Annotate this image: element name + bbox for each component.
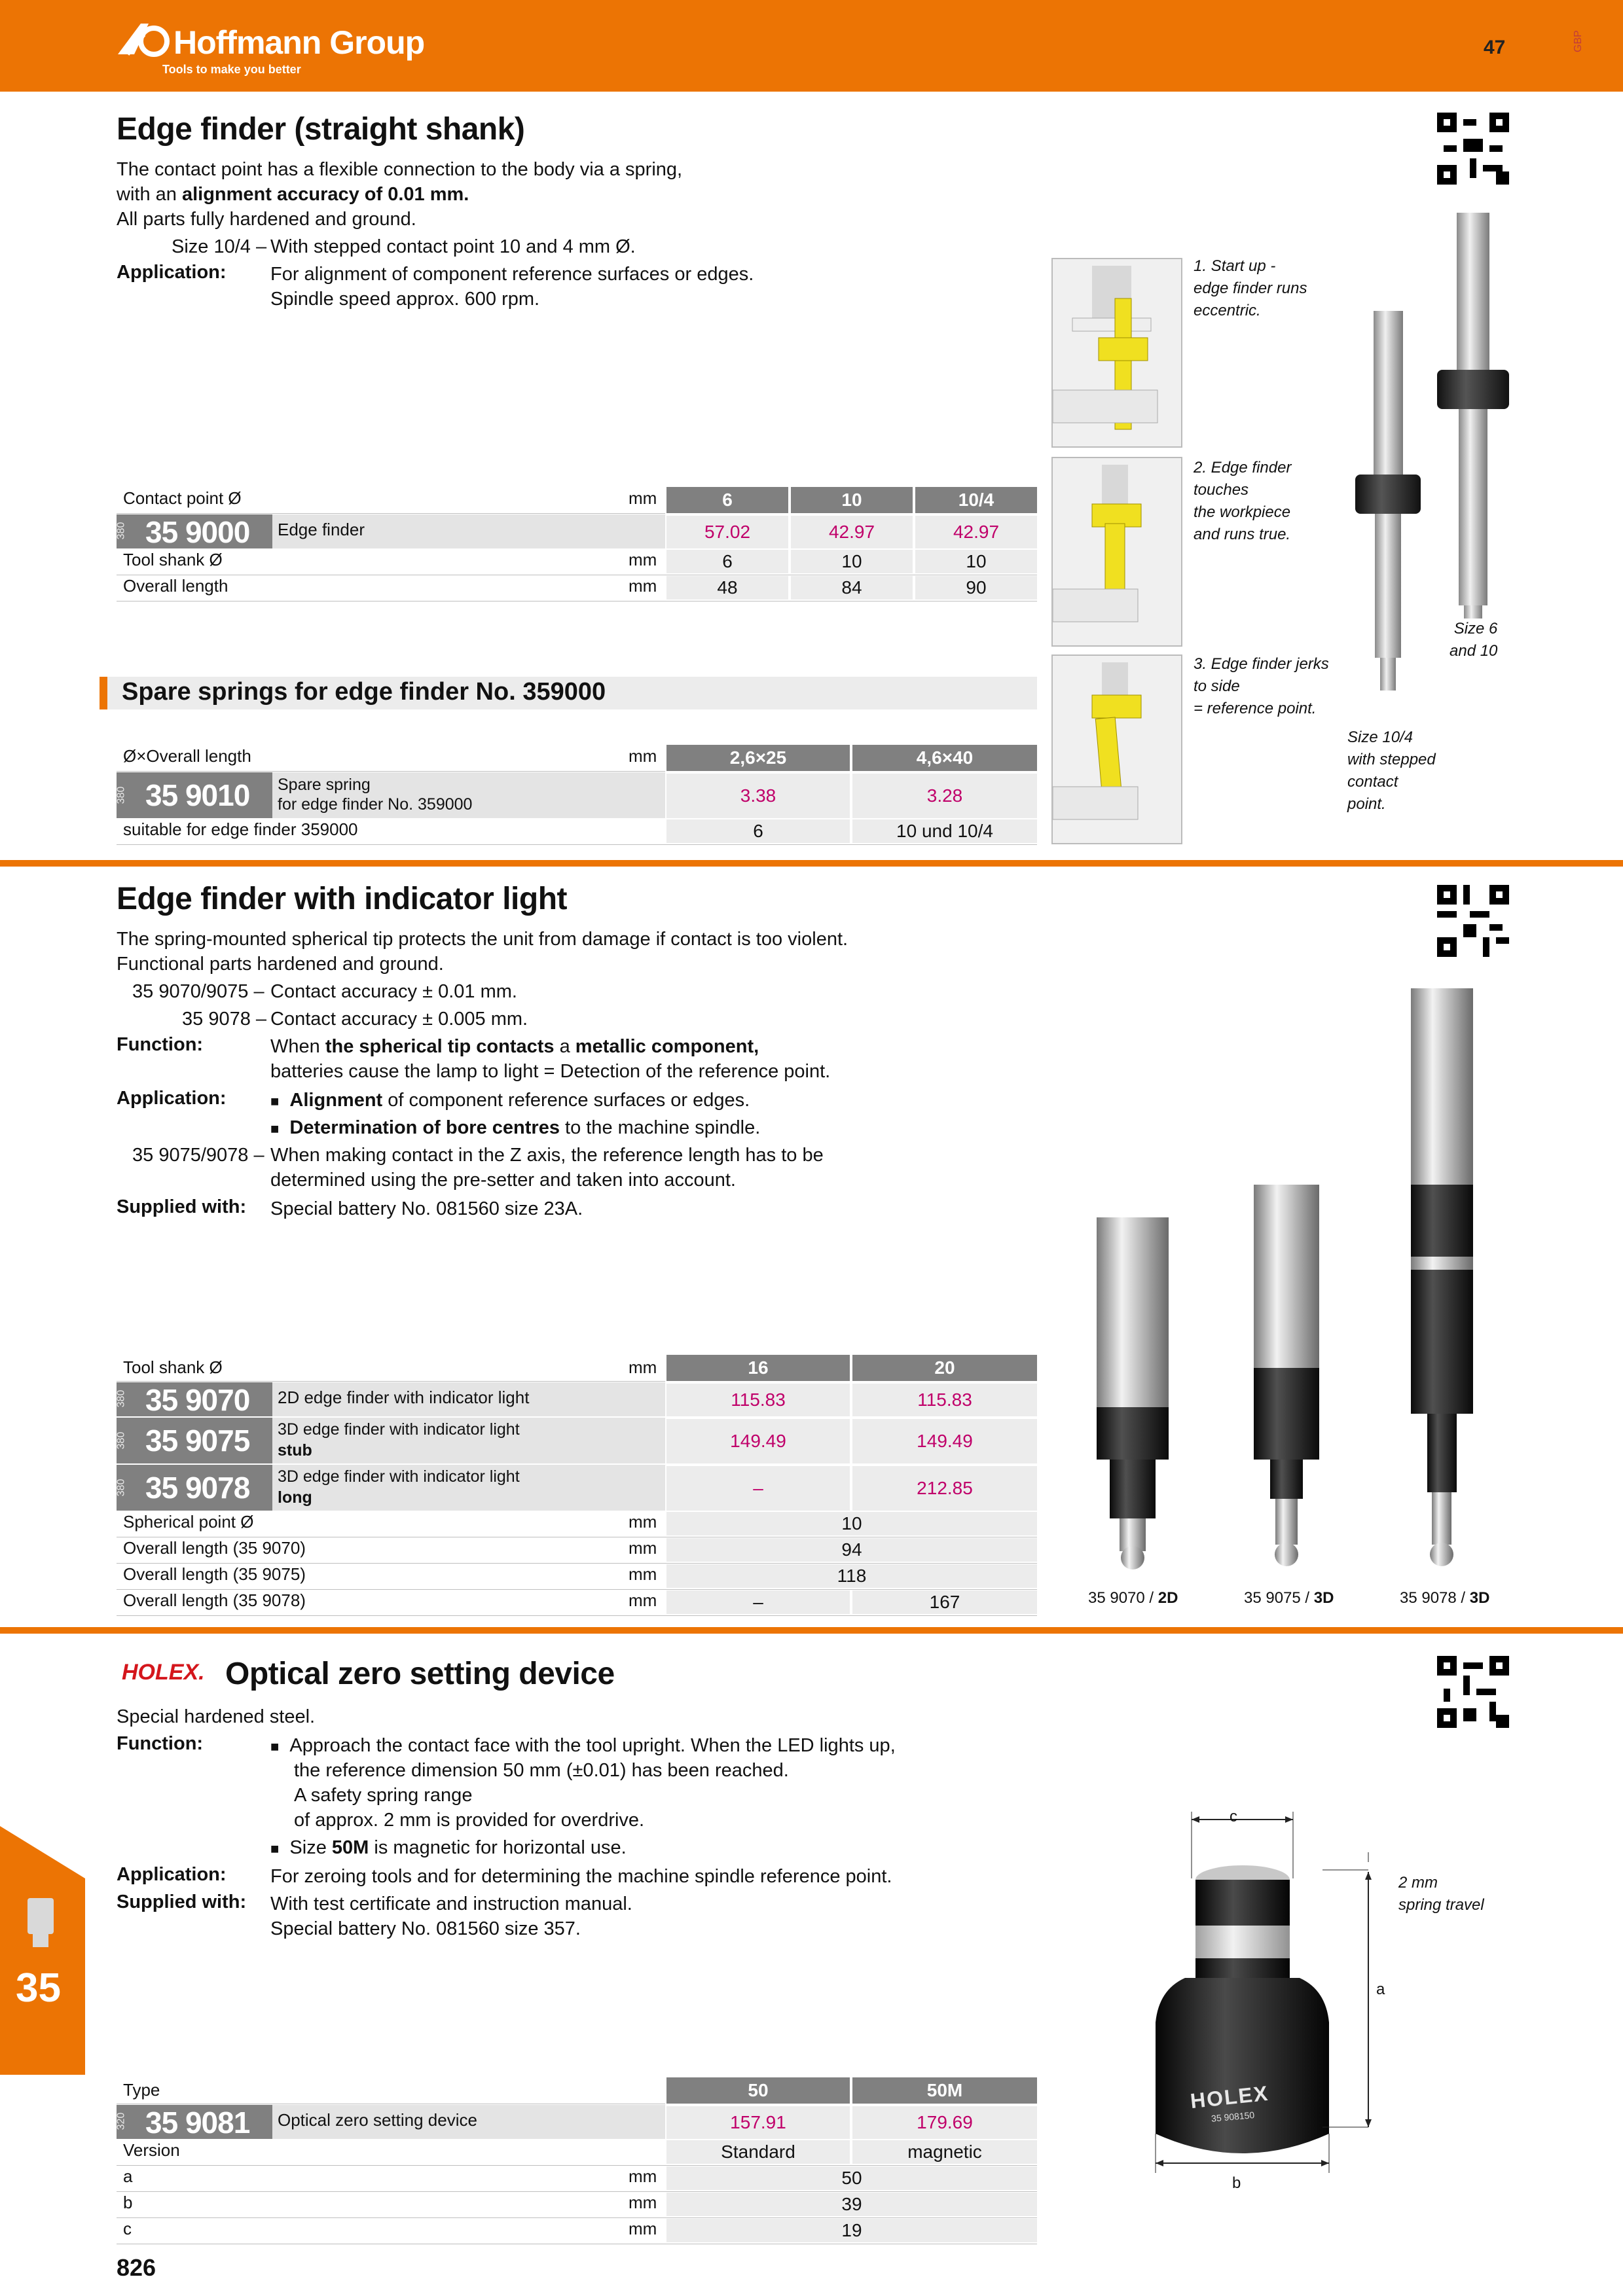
section-marker	[100, 677, 107, 709]
value-cell: 6	[666, 550, 788, 573]
value-cell: 10	[666, 1512, 1037, 1535]
z-axis-text2: determined using the pre-setter and taken into account.	[270, 1170, 736, 1191]
value-cell: 84	[791, 576, 913, 600]
device-brand-text: HOLEX	[1189, 2081, 1270, 2113]
accuracy1-label: 35 9070/9075 –	[132, 981, 264, 1002]
application-text: For zeroing tools and for determining the machine spindle reference point.	[270, 1866, 892, 1887]
catalog-page-number: 47	[1484, 37, 1506, 58]
price-cell: 3.38	[666, 774, 850, 818]
chapter-tab[interactable]	[0, 1826, 85, 2075]
row-label: Tool shank Ø	[123, 550, 223, 569]
value-cell: 118	[666, 1564, 1037, 1588]
section1-desc1: The contact point has a flexible connection to the body via a spring,	[117, 159, 683, 180]
row-label: Spherical point Ø	[123, 1512, 254, 1532]
divider	[117, 1563, 1037, 1564]
holex-brand-logo: HOLEX.	[122, 1660, 205, 1685]
value-cell: 10	[791, 550, 913, 573]
function-text1: When the spherical tip contacts a metallic component,	[270, 1036, 759, 1057]
size-10-4-caption: Size 10/4 with stepped contact point.	[1347, 728, 1436, 813]
spring-description: Spare spring for edge finder No. 359000	[278, 776, 473, 814]
size-6-10-caption: Size 6 and 10	[1450, 620, 1498, 660]
value-cell: 10 und 10/4	[852, 819, 1037, 843]
value-cell: –	[666, 1590, 850, 1614]
table3-header-label: Type	[123, 2080, 160, 2100]
row-unit: mm	[629, 2219, 657, 2238]
value-cell: 50	[666, 2166, 1037, 2190]
dimension-b-label: b	[1232, 2174, 1241, 2192]
divider	[117, 1589, 1037, 1590]
device-article-text: 35 908150	[1211, 2109, 1255, 2124]
application-label: Application:	[117, 1864, 227, 1885]
divider	[117, 1615, 1037, 1616]
col-header: 10	[791, 487, 913, 513]
col-header: 6	[666, 487, 788, 513]
article-description: 3D edge finder with indicator light stub	[278, 1420, 520, 1460]
footer-page-number: 826	[117, 2254, 156, 2281]
col-header: 10/4	[915, 487, 1037, 513]
price-cell: 42.97	[791, 516, 913, 548]
dimension-a-label: a	[1376, 1981, 1385, 1998]
col-header: 2,6×25	[666, 745, 850, 771]
row-unit: mm	[629, 2166, 657, 2186]
application-label: Application:	[117, 1088, 227, 1109]
value-cell: 19	[666, 2219, 1037, 2242]
supplied-label: Supplied with:	[117, 1196, 247, 1217]
table1-header-label: Contact point Ø	[123, 488, 242, 508]
product-caption-9070: 35 9070 / 2D	[1088, 1589, 1178, 1607]
step2-caption: 2. Edge finder touches the workpiece and runs true.	[1194, 459, 1292, 543]
col-header: 4,6×40	[852, 745, 1037, 771]
size-label: Size 10/4 –	[172, 236, 267, 257]
function-item1-cont: A safety spring range	[294, 1785, 473, 1806]
article-description: Edge finder	[278, 520, 365, 539]
qr-code-icon[interactable]	[1437, 113, 1509, 185]
application-item1: ■ Alignment of component reference surfaces or edges.	[270, 1090, 750, 1111]
row-unit: mm	[629, 2193, 657, 2212]
application-label: Application:	[117, 262, 227, 283]
qr-code-icon[interactable]	[1437, 885, 1509, 957]
divider	[117, 1381, 665, 1382]
row-unit: mm	[629, 550, 657, 569]
col-header: 50M	[852, 2077, 1037, 2104]
z-axis-label: 35 9075/9078 –	[132, 1145, 264, 1166]
divider	[117, 771, 665, 772]
value-cell: 39	[666, 2193, 1037, 2216]
divider	[117, 2217, 1037, 2218]
price-cell: 157.91	[666, 2106, 850, 2139]
table2-header-label: Tool shank Ø	[123, 1357, 223, 1377]
spare-springs-title: Spare springs for edge finder No. 359000	[122, 678, 606, 706]
section2-desc2: Functional parts hardened and ground.	[117, 954, 444, 975]
col-header: 50	[666, 2077, 850, 2104]
value-cell: 48	[666, 576, 788, 600]
hoffmann-logo-icon	[115, 18, 173, 59]
row-unit: mm	[629, 576, 657, 596]
row-label: a	[123, 2166, 133, 2186]
row-label: Overall length	[123, 576, 228, 596]
value-cell: 94	[666, 1538, 1037, 1562]
supplied-text2: Special battery No. 081560 size 357.	[270, 1918, 581, 1939]
table1-header-unit: mm	[629, 488, 657, 508]
product-caption-9075: 35 9075 / 3D	[1244, 1589, 1334, 1607]
section1-title: Edge finder (straight shank)	[117, 112, 525, 147]
chapter-number: 35	[16, 1965, 61, 2011]
z-axis-text1: When making contact in the Z axis, the reference length has to be	[270, 1145, 824, 1166]
function-item2: ■ Size 50M is magnetic for horizontal use.	[270, 1837, 627, 1858]
function-item1-cont: of approx. 2 mm is provided for overdrive.	[294, 1810, 645, 1831]
value-cell: magnetic	[852, 2140, 1037, 2164]
article-number-box[interactable]: 380 35 9000	[117, 514, 272, 548]
step2-illustration	[1051, 457, 1182, 647]
qr-code-icon[interactable]	[1437, 1656, 1509, 1728]
accuracy1-text: Contact accuracy ± 0.01 mm.	[270, 981, 517, 1002]
section3-title: Optical zero setting device	[225, 1657, 615, 1691]
row-label: Overall length (35 9078)	[123, 1590, 306, 1610]
row-unit: mm	[629, 1538, 657, 1558]
col-header: 20	[852, 1355, 1037, 1381]
dimension-c-label: c	[1230, 1808, 1237, 1825]
table2-header-unit: mm	[629, 1357, 657, 1377]
application-text2: Spindle speed approx. 600 rpm.	[270, 289, 540, 310]
value-cell: 167	[852, 1590, 1037, 1614]
divider	[117, 844, 1037, 845]
step3-illustration	[1051, 655, 1182, 844]
price-cell: 149.49	[666, 1419, 850, 1463]
article-number-box[interactable]: 380 35 9078	[117, 1465, 272, 1511]
article-number-box[interactable]: 380 35 9075	[117, 1418, 272, 1463]
price-cell: –	[666, 1466, 850, 1511]
spring-travel-label: 2 mm spring travel	[1398, 1874, 1484, 1914]
divider	[117, 513, 665, 514]
function-text2: batteries cause the lamp to light = Detection of the reference point.	[270, 1061, 831, 1082]
section1-desc3: All parts fully hardened and ground.	[117, 209, 416, 230]
function-label: Function:	[117, 1733, 204, 1754]
supplied-text: Special battery No. 081560 size 23A.	[270, 1198, 583, 1219]
article-description: 2D edge finder with indicator light	[278, 1388, 530, 1407]
value-cell: 6	[666, 819, 850, 843]
section3-desc1: Special hardened steel.	[117, 1706, 316, 1727]
brand-name: Hoffmann Group	[173, 24, 425, 61]
price-cell: 149.49	[852, 1419, 1037, 1463]
price-cell: 212.85	[852, 1466, 1037, 1511]
accuracy2-label: 35 9078 –	[182, 1009, 267, 1030]
price-cell: 115.83	[666, 1384, 850, 1416]
row-label: Version	[123, 2140, 180, 2160]
row-label: suitable for edge finder 359000	[123, 819, 358, 839]
accuracy2-text: Contact accuracy ± 0.005 mm.	[270, 1009, 528, 1030]
row-label: c	[123, 2219, 132, 2238]
step3-caption: 3. Edge finder jerks to side = reference point.	[1194, 655, 1329, 717]
price-cell: 42.97	[915, 516, 1037, 548]
price-cell: 57.02	[666, 516, 788, 548]
row-label: b	[123, 2193, 133, 2212]
application-item2: ■ Determination of bore centres to the machine spindle.	[270, 1117, 761, 1138]
language-code: GBP	[1573, 30, 1584, 52]
function-item1-cont: the reference dimension 50 mm (±0.01) has been reached.	[294, 1760, 789, 1781]
indicator-edge-finders-image	[1087, 982, 1493, 1577]
step1-illustration	[1051, 258, 1182, 448]
value-cell: 10	[915, 550, 1037, 573]
price-cell: 115.83	[852, 1384, 1037, 1416]
section2-title: Edge finder with indicator light	[117, 882, 567, 916]
article-description: 3D edge finder with indicator light long	[278, 1467, 520, 1507]
application-text1: For alignment of component reference surfaces or edges.	[270, 264, 754, 285]
section2-desc1: The spring-mounted spherical tip protects the unit from damage if contact is too violent.	[117, 929, 848, 950]
section-separator	[0, 860, 1623, 867]
spring-header-unit: mm	[629, 746, 657, 766]
price-cell: 179.69	[852, 2106, 1037, 2139]
row-unit: mm	[629, 1564, 657, 1584]
article-description: Optical zero setting device	[278, 2110, 477, 2130]
price-cell: 3.28	[852, 774, 1037, 818]
brand-tagline: Tools to make you better	[162, 63, 301, 76]
product-caption-9078: 35 9078 / 3D	[1400, 1589, 1490, 1607]
col-header: 16	[666, 1355, 850, 1381]
article-number-box[interactable]: 380 35 9070	[117, 1382, 272, 1416]
supplied-text1: With test certificate and instruction manual.	[270, 1893, 632, 1914]
article-number-box[interactable]: 380 35 9010	[117, 772, 272, 818]
section1-desc2: with an alignment accuracy of 0.01 mm.	[117, 184, 469, 205]
step1-caption: 1. Start up - edge finder runs eccentric.	[1194, 257, 1307, 319]
row-unit: mm	[629, 1512, 657, 1532]
value-cell: Standard	[666, 2140, 850, 2164]
function-label: Function:	[117, 1034, 204, 1055]
article-number-box[interactable]: 320 35 9081	[117, 2105, 272, 2139]
optical-zero-setting-device-image	[1126, 1806, 1401, 2186]
row-label: Overall length (35 9070)	[123, 1538, 306, 1558]
row-label: Overall length (35 9075)	[123, 1564, 306, 1584]
value-cell: 90	[915, 576, 1037, 600]
divider	[117, 2191, 1037, 2192]
function-item1: ■ Approach the contact face with the tool upright. When the LED lights up,	[270, 1735, 896, 1756]
divider	[117, 2165, 1037, 2166]
spring-header-label: Ø×Overall length	[123, 746, 251, 766]
section-separator	[0, 1627, 1623, 1634]
supplied-label: Supplied with:	[117, 1892, 247, 1912]
size-text: With stepped contact point 10 and 4 mm Ø.	[270, 236, 636, 257]
row-unit: mm	[629, 1590, 657, 1610]
